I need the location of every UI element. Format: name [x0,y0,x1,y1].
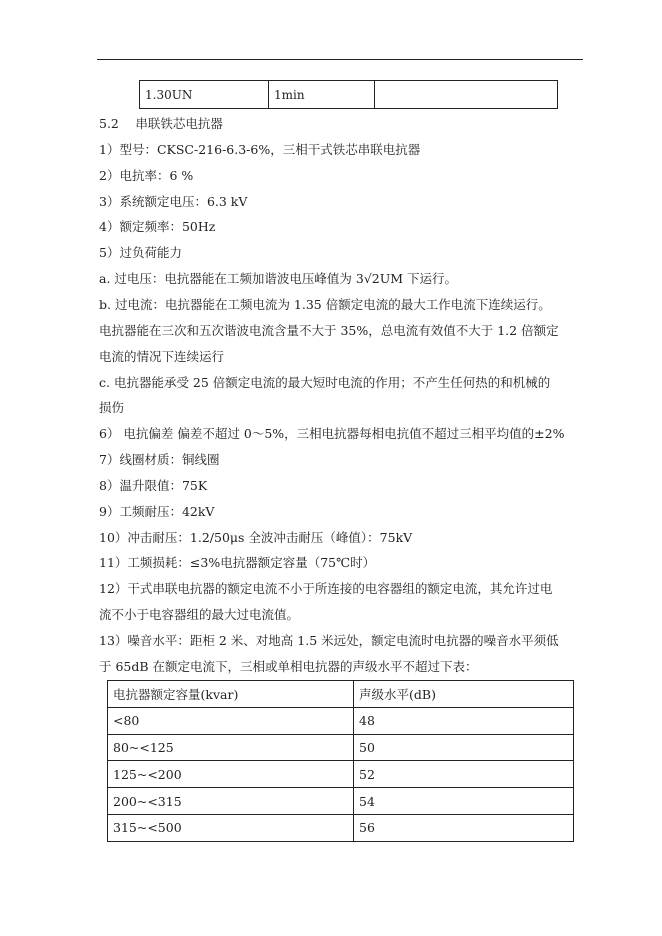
text-line: 10）冲击耐压：1.2/50μs 全波冲击耐压（峰值）：75kV [99,529,413,545]
text-line: c. 电抗器能承受 25 倍额定电流的最大短时电流的作用；不产生任何热的和机械的 [99,374,551,390]
table-row [108,734,574,761]
table-cell: 50 [354,734,574,761]
table-cell: 315~<500 [108,814,354,841]
text-line: 13）噪音水平：距柜 2 米、对地高 1.5 米远处，额定电流时电抗器的噪音水平须低 [99,633,559,648]
text-line: 9）工频耐压：42kV [99,503,215,519]
table-cell: 56 [354,814,574,841]
table-row [108,814,574,841]
section-heading: 5.2 串联铁芯电抗器 [99,116,223,131]
text-line: 2）电抗率：6 % [99,167,194,183]
table-cell: <80 [108,707,354,734]
table-row [108,761,574,788]
table-header-row [108,681,574,708]
text-line: 8）温升限值：75K [99,477,208,493]
text-line: a. 过电压：电抗器能在工频加谐波电压峰值为 3√2UM 下运行。 [99,271,458,287]
noise-level-table [107,680,574,842]
table-cell: 54 [354,788,574,815]
text-line: 4）额定频率：50Hz [99,219,216,235]
table-row [140,81,558,109]
header-rule [97,59,583,60]
text-line: 7）线圈材质：铜线圈 [99,452,220,468]
table-cell: 125~<200 [108,761,354,788]
text-line: 6） 电抗偏差 偏差不超过 0～5%，三相电抗器每相电抗值不超过三相平均值的±2% [99,426,565,442]
text-line: 电抗器能在三次和五次谐波电流含量不大于 35%，总电流有效值不大于 1.2 倍额定 [99,322,559,338]
text-line: 流不小于电容器组的最大过电流值。 [99,607,300,623]
text-line: 电流的情况下连续运行 [99,348,225,364]
table-row [108,788,574,815]
header-cell: 声级水平(dB) [354,681,574,708]
text-line: 11）工频损耗：≤3%电抗器额定容量（75℃时） [99,555,376,571]
table-cell: 52 [354,761,574,788]
text-line: 于 65dB 在额定电流下，三相或单相电抗器的声级水平不超过下表： [99,658,478,674]
text-line: b. 过电流：电抗器能在工频电流为 1.35 倍额定电流的最大工作电流下连续运行。 [99,296,551,312]
text-line: 12）干式串联电抗器的额定电流不小于所连接的电容器组的额定电流，其允许过电 [99,581,553,597]
table-cell [375,81,558,109]
table-row [108,707,574,734]
continued-table [139,80,558,109]
text-line: 损伤 [99,400,125,416]
text-line: 3）系统额定电压：6.3 kV [99,193,248,209]
table-cell: 1.30UN [140,81,269,109]
table-cell: 200~<315 [108,788,354,815]
header-cell: 电抗器额定容量(kvar) [108,681,354,708]
table-cell: 48 [354,707,574,734]
text-line: 1）型号：CKSC-216-6.3-6%，三相干式铁芯串联电抗器 [99,141,421,157]
text-line: 5）过负荷能力 [99,245,182,261]
table-cell: 80~<125 [108,734,354,761]
table-cell: 1min [269,81,375,109]
